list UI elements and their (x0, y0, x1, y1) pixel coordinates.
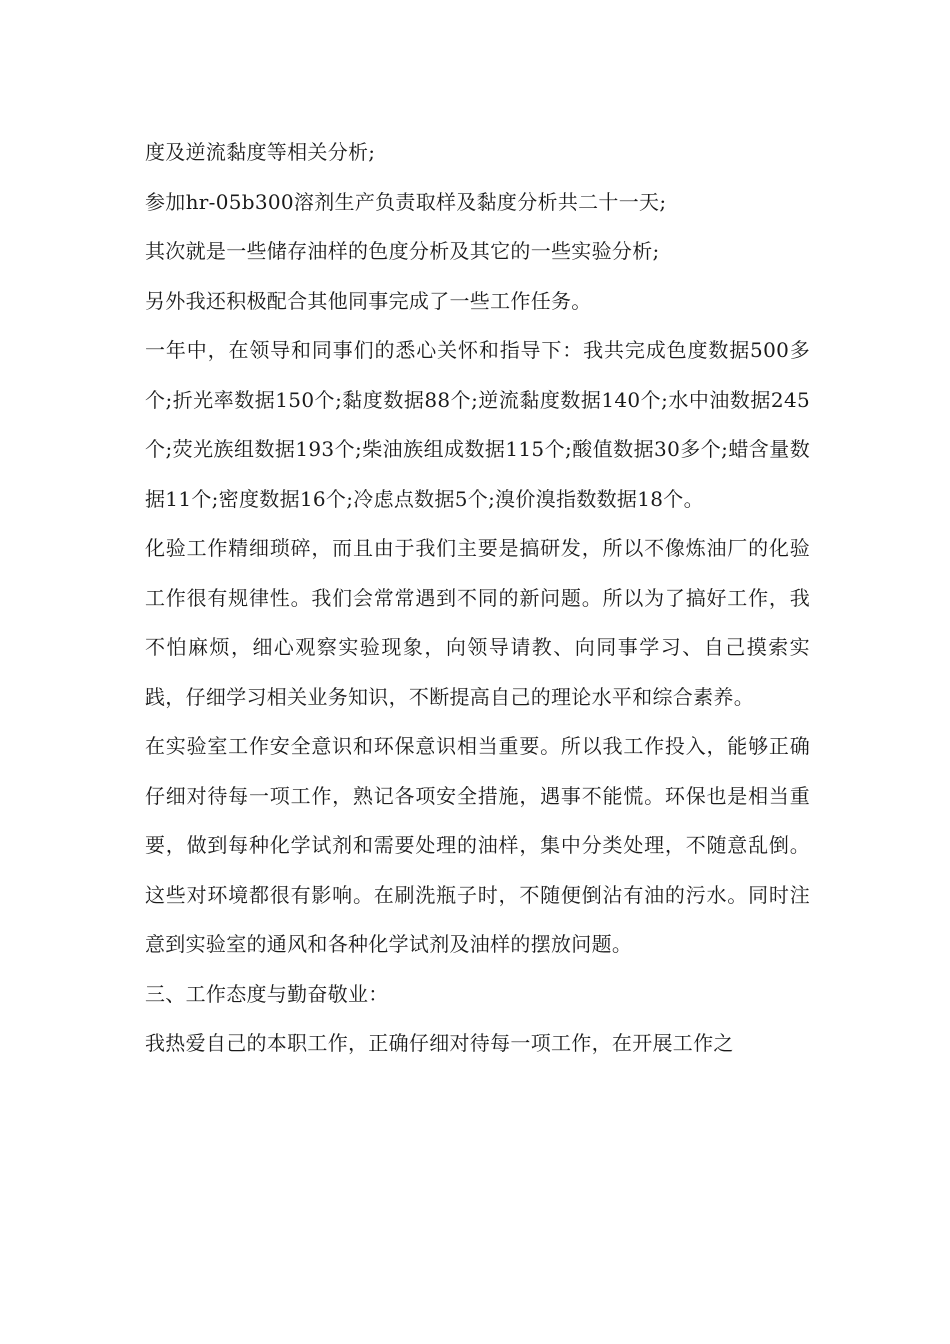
paragraph-2: 参加hr-05b300溶剂生产负责取样及黏度分析共二十一天; (145, 189, 667, 214)
paragraph-1: 度及逆流黏度等相关分析; (145, 140, 376, 164)
paragraph-4: 另外我还积极配合其他同事完成了一些工作任务。 (145, 288, 592, 313)
section-heading: 三、工作态度与勤奋敬业： (145, 981, 389, 1006)
paragraph-7: 在实验室工作安全意识和环保意识相当重要。所以我工作投入，能够正确仔细对待每一项工作，熟记各项安全措施，遇事不能慌。环保也是相当重要，做到每种化学试剂和需要处理的油样，集中分类处理，不随意乱倒。这些对环境都很有影响。在刷洗瓶子时，不随便倒沾有油的污水。同时注意到实验室的通风和各种化学试剂及油样的摆放问题。 (145, 734, 810, 956)
paragraph-3: 其次就是一些储存油样的色度分析及其它的一些实验分析; (145, 239, 660, 263)
paragraph-9: 我热爱自己的本职工作，正确仔细对待每一项工作，在开展工作之 (145, 1031, 734, 1055)
paragraph-5: 一年中，在领导和同事们的悉心关怀和指导下：我共完成色度数据500多个;折光率数据150个;黏度数据88个;逆流黏度数据140个;水中油数据245个;荧光族组数据193个;柴油族组成数据115个;酸值数据30多个;蜡含量数据11个;密度数据16个;冷虑点数据5个;溴价溴指数数据18个。 (145, 338, 810, 511)
paragraph-6: 化验工作精细琐碎，而且由于我们主要是搞研发，所以不像炼油厂的化验工作很有规律性。我们会常常遇到不同的新问题。所以为了搞好工作，我不怕麻烦，细心观察实验现象，向领导请教、向同事学习、自己摸索实践，仔细学习相关业务知识，不断提高自己的理论水平和综合素养。 (145, 536, 810, 709)
document-body (145, 128, 810, 1069)
